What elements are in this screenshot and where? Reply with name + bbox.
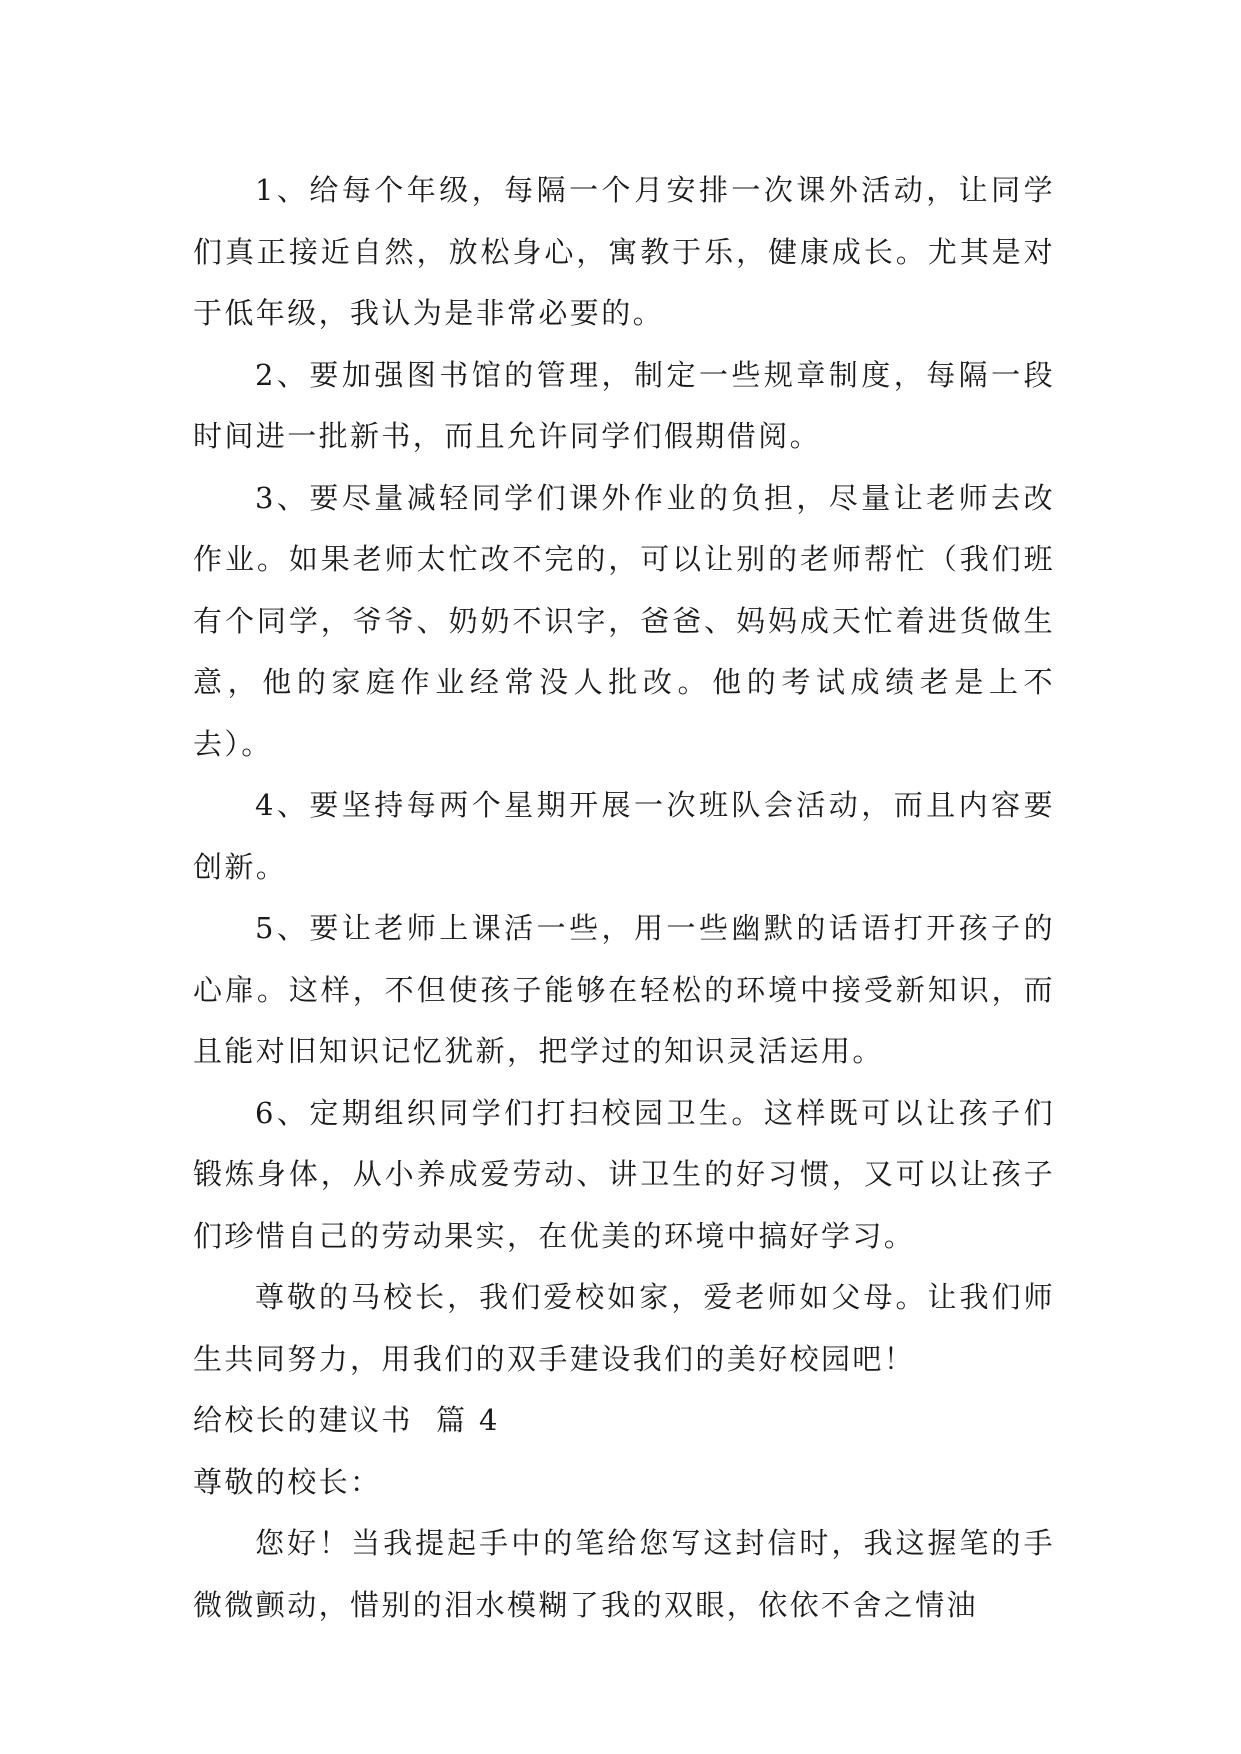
- salutation: 尊敬的校长：: [193, 1464, 382, 1499]
- paragraph-4: 4、要坚持每两个星期开展一次班队会活动，而且内容要创新。: [193, 788, 1055, 884]
- section-title: 给校长的建议书 篇 4: [193, 1403, 500, 1437]
- paragraph-6: 6、定期组织同学们打扫校园卫生。这样既可以让孩子们锻炼身体，从小养成爱劳动、讲卫生的好习惯，又可以让孩子们珍惜自己的劳动果实，在优美的环境中搞好学习。: [193, 1095, 1055, 1253]
- paragraph-5: 5、要让老师上课活一些，用一些幽默的话语打开孩子的心扉。这样，不但使孩子能够在轻松的环境中接受新知识，而且能对旧知识记忆犹新，把学过的知识灵活运用。: [193, 911, 1055, 1068]
- paragraph-7: 尊敬的马校长，我们爱校如家，爱老师如父母。让我们师生共同努力，用我们的双手建设我们的美好校园吧！: [193, 1280, 1055, 1376]
- paragraph-3: 3、要尽量减轻同学们课外作业的负担，尽量让老师去改作业。如果老师太忙改不完的，可以让别的老师帮忙（我们班有个同学，爷爷、奶奶不识字，爸爸、妈妈成天忙着进货做生意，他的家庭作业经常没人批改。他的考试成绩老是上不去）。: [193, 480, 1055, 761]
- closing-paragraph: 您好！当我提起手中的笔给您写这封信时，我这握笔的手微微颤动，惜别的泪水模糊了我的双眼，依依不舍之情油: [193, 1526, 1055, 1622]
- paragraph-1: 1、给每个年级，每隔一个月安排一次课外活动，让同学们真正接近自然，放松身心，寓教于乐，健康成长。尤其是对于低年级，我认为是非常必要的。: [193, 173, 1055, 330]
- paragraph-2: 2、要加强图书馆的管理，制定一些规章制度，每隔一段时间进一批新书，而且允许同学们假期借阅。: [193, 357, 1055, 453]
- document-body: [193, 160, 1055, 1636]
